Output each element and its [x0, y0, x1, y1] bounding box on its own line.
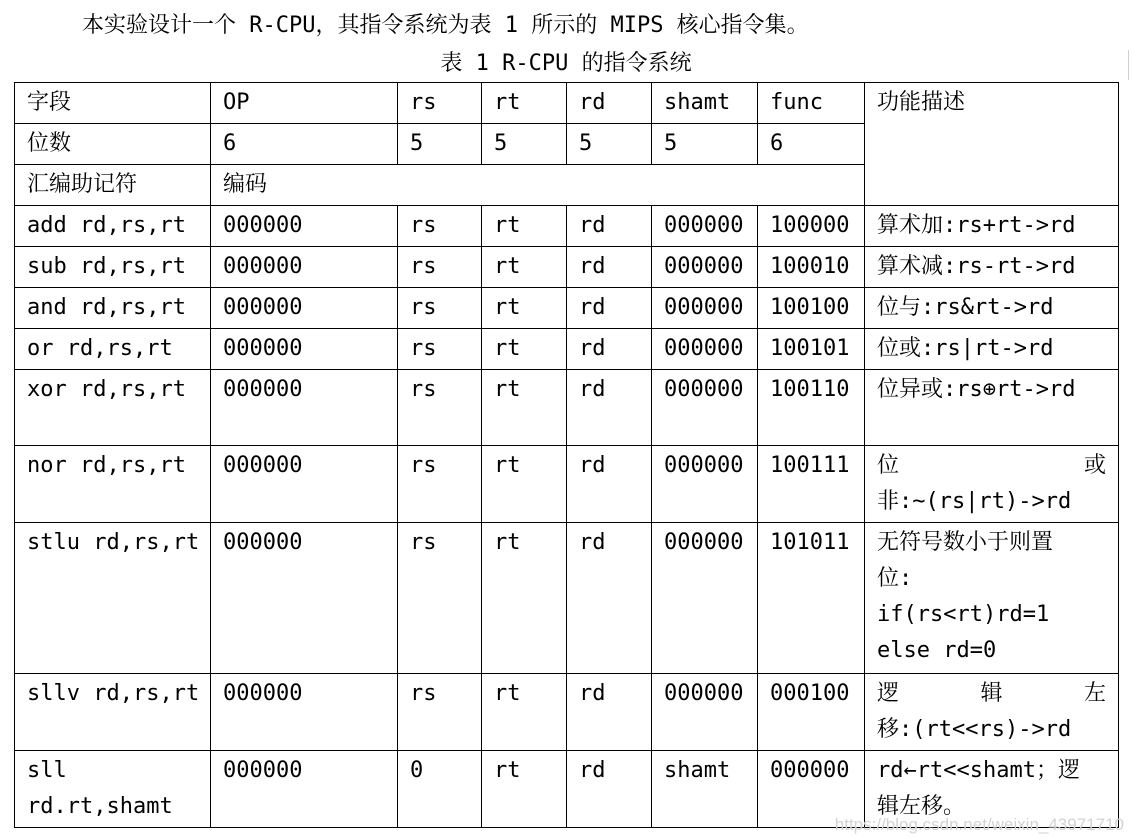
op-cell: 000000	[211, 523, 398, 674]
mnemonic-cell: sub rd,rs,rt	[15, 247, 211, 288]
desc-cell	[865, 674, 1119, 751]
header-func: func	[758, 83, 865, 124]
encoding-label: 汇编助记符	[15, 165, 211, 206]
bits-rd: 5	[567, 124, 652, 165]
desc-justified-line	[877, 676, 1118, 712]
desc-cell: 位与:rs&rt->rd	[865, 288, 1119, 329]
table-caption: 表 1 R-CPU 的指令系统	[440, 51, 692, 76]
op-cell: 000000	[211, 288, 398, 329]
rt-cell: rt	[482, 751, 567, 828]
rd-cell: rd	[567, 446, 652, 523]
mnemonic-cell: sllv rd,rs,rt	[15, 674, 211, 751]
mnemonic-cell: or rd,rs,rt	[15, 329, 211, 370]
mnemonic-cell: xor rd,rs,rt	[15, 370, 211, 446]
shamt-cell: shamt	[652, 751, 758, 828]
desc-cell: 位异或:rs⊕rt->rd	[865, 370, 1119, 446]
shamt-cell: 000000	[652, 674, 758, 751]
table-row	[15, 674, 1119, 751]
rs-cell: rs	[398, 446, 482, 523]
rt-cell: rt	[482, 288, 567, 329]
func-cell: 100100	[758, 288, 865, 329]
mnemonic-cell	[15, 751, 211, 828]
rd-cell: rd	[567, 288, 652, 329]
desc-word: 位	[877, 453, 900, 478]
desc-line: 辑左移。	[877, 794, 966, 819]
header-field: 字段	[15, 83, 211, 124]
rs-cell: rs	[398, 247, 482, 288]
func-cell: 000100	[758, 674, 865, 751]
desc-line: 移:(rt<<rs)->rd	[877, 717, 1072, 742]
page-edge-rule	[1128, 50, 1129, 80]
table-row	[15, 247, 1119, 288]
func-cell: 101011	[758, 523, 865, 674]
desc-cell: 位或:rs|rt->rd	[865, 329, 1119, 370]
desc-cell	[865, 446, 1119, 523]
mnemonic-cell: nor rd,rs,rt	[15, 446, 211, 523]
header-rt: rt	[482, 83, 567, 124]
table-row	[15, 523, 1119, 674]
rs-cell: rs	[398, 370, 482, 446]
rs-cell: rs	[398, 288, 482, 329]
rt-cell: rt	[482, 370, 567, 446]
table-row	[15, 288, 1119, 329]
desc-cell: 算术减:rs-rt->rd	[865, 247, 1119, 288]
shamt-cell: 000000	[652, 523, 758, 674]
header-row	[15, 83, 1119, 124]
table-row	[15, 206, 1119, 247]
rd-cell: rd	[567, 247, 652, 288]
op-cell: 000000	[211, 206, 398, 247]
op-cell: 000000	[211, 446, 398, 523]
rd-cell: rd	[567, 329, 652, 370]
desc-line: else rd=0	[877, 638, 997, 663]
shamt-cell: 000000	[652, 370, 758, 446]
op-cell: 000000	[211, 370, 398, 446]
op-cell: 000000	[211, 329, 398, 370]
desc-word: 左	[1083, 681, 1106, 706]
rd-cell: rd	[567, 370, 652, 446]
op-cell: 000000	[211, 247, 398, 288]
table-row	[15, 370, 1119, 446]
desc-cell: 算术加:rs+rt->rd	[865, 206, 1119, 247]
rt-cell: rt	[482, 674, 567, 751]
shamt-cell: 000000	[652, 206, 758, 247]
bits-op: 6	[211, 124, 398, 165]
desc-justified-line	[877, 448, 1118, 484]
bits-label: 位数	[15, 124, 211, 165]
desc-line: 无符号数小于则置	[877, 530, 1054, 555]
func-cell: 100101	[758, 329, 865, 370]
header-shamt: shamt	[652, 83, 758, 124]
bits-shamt: 5	[652, 124, 758, 165]
op-cell: 000000	[211, 674, 398, 751]
desc-line: 非:~(rs|rt)->rd	[877, 489, 1072, 514]
func-cell: 000000	[758, 751, 865, 828]
mnemonic-cell: stlu rd,rs,rt	[15, 523, 211, 674]
desc-word: 辑	[980, 681, 1003, 706]
shamt-cell: 000000	[652, 288, 758, 329]
mnemonic-line: rd.rt,shamt	[27, 794, 173, 819]
rd-cell: rd	[567, 206, 652, 247]
func-cell: 100111	[758, 446, 865, 523]
table-row	[15, 329, 1119, 370]
rs-cell: rs	[398, 206, 482, 247]
desc-cell	[865, 523, 1119, 674]
func-cell: 100110	[758, 370, 865, 446]
desc-line: rd←rt<<shamt；逻	[877, 758, 1080, 783]
op-cell: 000000	[211, 751, 398, 828]
shamt-cell: 000000	[652, 329, 758, 370]
rt-cell: rt	[482, 446, 567, 523]
encoding-value: 编码	[211, 165, 865, 206]
func-cell: 100010	[758, 247, 865, 288]
rt-cell: rt	[482, 329, 567, 370]
shamt-cell: 000000	[652, 247, 758, 288]
rt-cell: rt	[482, 523, 567, 674]
rs-cell: rs	[398, 674, 482, 751]
mnemonic-cell: add rd,rs,rt	[15, 206, 211, 247]
rs-cell: 0	[398, 751, 482, 828]
desc-line: 位:	[877, 566, 913, 591]
func-cell: 100000	[758, 206, 865, 247]
header-rd: rd	[567, 83, 652, 124]
rs-cell: rs	[398, 523, 482, 674]
rd-cell: rd	[567, 751, 652, 828]
bits-rs: 5	[398, 124, 482, 165]
mnemonic-line: sll	[27, 758, 67, 783]
intro-paragraph: 本实验设计一个 R-CPU，其指令系统为表 1 所示的 MIPS 核心指令集。	[82, 13, 809, 38]
rs-cell: rs	[398, 329, 482, 370]
rd-cell: rd	[567, 674, 652, 751]
bits-rt: 5	[482, 124, 567, 165]
header-op: OP	[211, 83, 398, 124]
header-desc: 功能描述	[865, 83, 1119, 206]
mnemonic-cell: and rd,rs,rt	[15, 288, 211, 329]
rd-cell: rd	[567, 523, 652, 674]
desc-word: 或	[1083, 453, 1106, 478]
rt-cell: rt	[482, 206, 567, 247]
desc-line: if(rs<rt)rd=1	[877, 602, 1050, 627]
shamt-cell: 000000	[652, 446, 758, 523]
instruction-table	[14, 82, 1119, 828]
table-row	[15, 446, 1119, 523]
header-rs: rs	[398, 83, 482, 124]
watermark-url: https://blog.csdn.net/weixin_43971710	[834, 815, 1124, 834]
rt-cell: rt	[482, 247, 567, 288]
desc-word: 逻	[877, 681, 900, 706]
bits-func: 6	[758, 124, 865, 165]
